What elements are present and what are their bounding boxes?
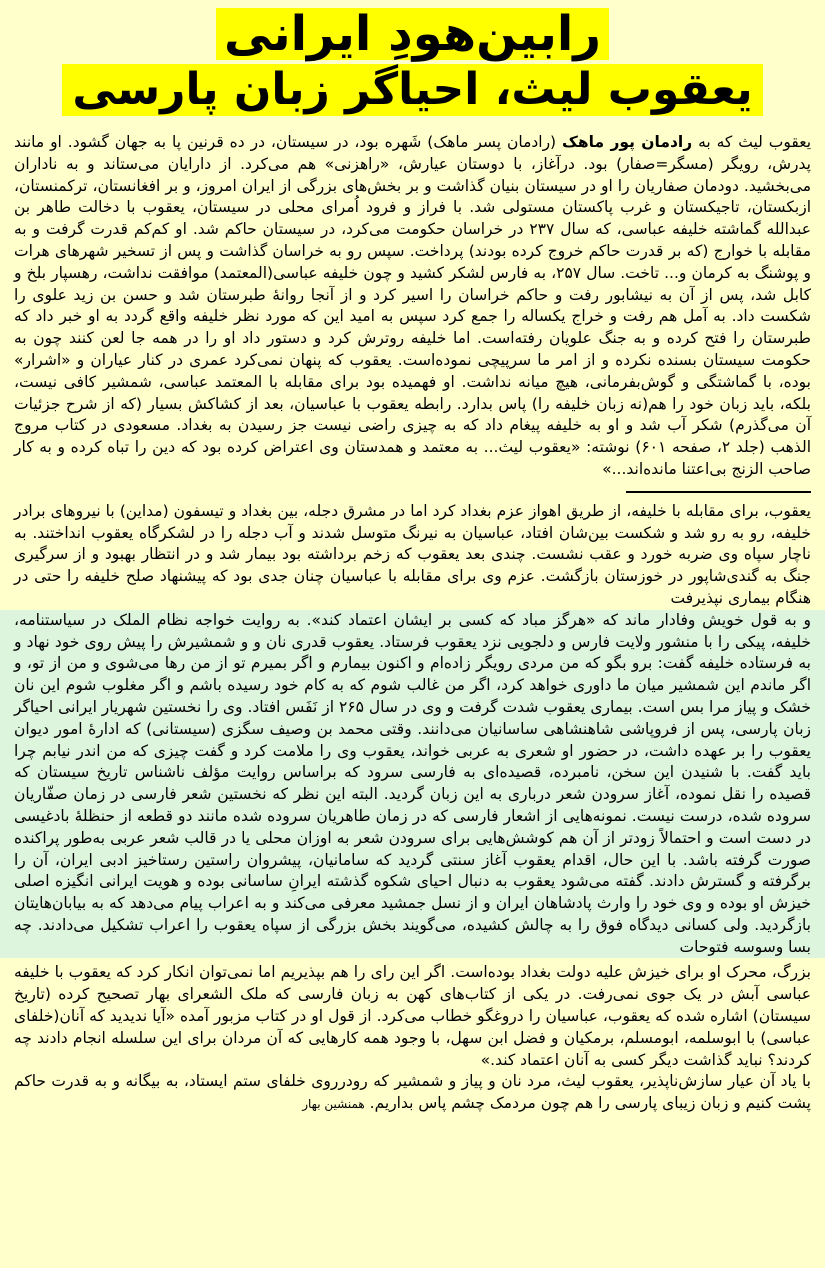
divider (626, 491, 811, 493)
intro-text-start: یعقوب لیث که به (692, 133, 812, 151)
paragraph-5 (14, 1071, 811, 1116)
signature: همنشین بهار (302, 1097, 365, 1112)
intro-text-rest: (رادمان پسر ماهک) شَهره بود، در سیستان، در ده قرنین پا به جهان گشود. او مانند پدرش، رویگر (مسگر=صفار) بود. درآغاز، با دوستان عیارش، «راهزنی» هم می‌کرد. از دارایان می‌ستاند و به ناداران می‌بخشید. دودمان صفاریان را او در سیستان بنیان گذاشت و بر بخش‌های بزرگی از ایران امروز، و بر افغانستان، ترکمنستان، ازبکستان، تاجیکستان و غرب پاکستان مستولی شد. با فراز و فرود اُمرای محلی در سیستان، یعقوب با دخالت طاهر بن عبدالله گماشته خلیفه عباسی، که سال ۲۳۷ در خراسان حکومت می‌کرد، در سیستان حاکم شد. او کم‌کم قدرت گرفت و به مقابله با خوارج (که بر قدرت حاکم خروج کرده بودند) پرداخت. سپس رو به خراسان گذاشت و پس از تسخیر شهرهای هرات و پوشنگ به کرمان و... تاخت. سال ۲۵۷، به فارس لشکر کشید و چون خلیفه عباسی(المعتمد) موافقت نداشت، رهسپار بلخ و کابل شد، پس از آن به نیشابور رفت و حاکم خراسان را اسیر کرد و از آنجا روانهٔ طبرستان شد و حسن بن زید علوی را شکست داد. به آمل هم رفت و خراج یکساله را جمع کرد سپس به امید این که مورد نظر خلیفه واقع گردد به او خبر داد که طبرستان را فتح کرده و به جنگ علویان رفته‌است. اما خلیفه روترش کرد و دستور داد او را در همه جا لعن کنند چون به حکومت سیستان بسنده نکرده و از امر ما سرپیچی نموده‌است. یعقوب که پنهان نمی‌کرد عمری در کنار عیاران و «اشرار» بوده، با گماشتگی و گوش‌بفرمانی، هیچ میانه نداشت. او فهمیده بود برای مقابله با المعتمد عباسی، شمشیر کافی نیست، بلکه، باید زبان خود را هم(نه زبان خلیفه را) پاس بدارد. رابطه یعقوب با عباسیان، بعد از کشاکش بسیار (که از شرح جزئیات آن می‌گذرم) شکر آب شد و او به خلیفه پیغام داد که به چیزی راضی نیست جز رسیدن به بغداد. مسعودی در کتاب مروج الذهب (جلد ۲، صفحه ۶۰۱) نوشته: «یعقوب لیث... به معتمد و همدستان وی اعتراض کرده بود که دین را تباه کرده و به کار صاحب الزنج بی‌اعتنا مانده‌اند...» (14, 133, 812, 478)
paragraph-4: بزرگ، محرک او برای خیزش علیه دولت بغداد بوده‌است. اگر این رای را هم بپذیریم اما نمی‌توان انکار کرد که یعقوب با خلیفه عباسی آبش در یک جوی نمی‌رفت. در یکی از کتاب‌های کهن به زبان فارسی که ملک الشعرای بهار تصحیح کرده (تاریخ سیستان) اشاره شده که یعقوب، عباسیان را دروغگو خطاب می‌کرد. از قول او در کتاب مزبور آمده «آیا ندیدید که آنان(خلفای عباسی) با ابوسلمه، ابومسلم، برمکیان و فضل ابن سهل، با وجود همه کارهایی که آن مردان برای این سلسله انجام دادند چه کردند؟ نباید گذاشت دیگر کسی به آنان اعتماد کند.» (14, 963, 811, 1069)
header-sub (0, 60, 825, 116)
closing-text: با یاد آن عیار سازش‌ناپذیر، یعقوب لیث، مرد نان و پیاز و شمشیر که رودرروی خلفای ستم ایستاد، به بیگانه و به قدرت حاکم پشت کنیم و زبان زیبای پارسی را هم چون مردمک چشم پاس بداریم. (14, 1072, 811, 1113)
paragraph-2: یعقوب، برای مقابله با خلیفه، از طریق اهواز عزم بغداد کرد اما در مشرق دجله، بین بغداد و تیسفون (مداین) با نیروهای برادر خلیفه، رو به رو شد و شکست بین‌شان افتاد، عباسیان به نیرنگ متوسل شدند و آب دجله را در لشکرگاه یعقوب انداختند. به ناچار سپاه وی ضربه خورد و عقب نشست. چندی بعد یعقوب که زخم برداشته بود بیمار شد و در انتظار بهبود و از سرگیری جنگ به گندی‌شاپور در خوزستان بازگشت. عزم وی برای مقابله با عباسیان چنان جدی بود که پیشنهاد صلح خلیفه را حتی در هنگام بیماری نپذیرفت (14, 501, 811, 607)
person-name: رادمان پور ماهک (562, 133, 693, 151)
intro-paragraph (14, 132, 811, 481)
header (0, 0, 825, 60)
page-title: رابین‌هودِ ایرانی (216, 8, 609, 60)
article-body (0, 132, 825, 1116)
page-subtitle: یعقوب لیث، احیاگر زبان پارسی (62, 64, 762, 116)
paragraph-3: و به قول خویش وفادار ماند که «هرگز مباد که کسی بر ایشان اعتماد کند». به روایت خواجه نظام الملک در سیاستنامه، خلیفه، پیکی را با منشور ولایت فارس و دلجویی نزد یعقوب فرستاد. یعقوب قدری نان و و شمشیرش را پیش روی خود نهاد و به فرستاده خلیفه گفت: برو بگو که من مردی رویگر زاده‌ام و اکنون بیمارم و اگر بمیرم تو از من رها می‌شوی و من از تو، و اگر ماندم این شمشیر میان ما داوری خواهد کرد، اگر من غالب شوم که به کام خود رسیده باشم و اگر مغلوب شوم این نان خشک و پیاز مرا بس است. بیماری یعقوب شدت گرفت و وی در سال ۲۶۵ از نَفَس افتاد. وی را نخستین شهریار ایرانی احیاگر زبان پارسی، پس از فروپاشی شاهنشاهی ساسانیان می‌دانند. وقتی محمد بن وصیف سگزی (سیستانی) که ادارهٔ امور دیوان یعقوب را بر عهده داشت، در حضور او شعری به عربی خواند، یعقوب وی را ملامت کرد و گفت چیزی که من اندر نیابم چرا باید گفت. با شنیدن این سخن، نامبرده، قصیده‌ای به فارسی سرود که براساس روایت مؤلف ناشناس تاریخ سیستان که قصیده را نقل نموده، آغاز سرودن شعر درباری به این زبان گردید. البته این نظر که نخستین شعر فارسی در زمان صفّاریان سروده شده، درست نیست. نمونه‌هایی از اشعار فارسی که در زمان طاهریان سروده شده مانند دو قطعه از حنظلهٔ بادغیسی در دست است و احتمالاً زودتر از آن هم کوشش‌هایی برای سرودن شعر به اوزان محلی یا در قالب شعر عربی به‌طور پراکنده صورت گرفته باشد. با این حال، اقدام یعقوب آغاز سنتی گردید که سامانیان، پیشروان راستین رستاخیز ادبی ایران، آن را برگرفته و گسترش دادند. گفته می‌شود یعقوب به دنبال احیای شکوه گذشته ایرانِ ساسانی بوده و هویت ایرانی انگیزه اصلی خیزش او بوده و وی خود را وارث پادشاهان ایران و از نسل جمشید معرفی می‌کند و به اعراب پیام می‌دهد که به بیابان‌هایتان بازگردید. ولی کسانی دیدگاه فوق را به چالش کشیده، می‌گویند بخش بزرگی از سپاه یعقوب را اعراب تشکیل می‌دادند. چه بسا وسوسه فتوحات (0, 610, 825, 959)
